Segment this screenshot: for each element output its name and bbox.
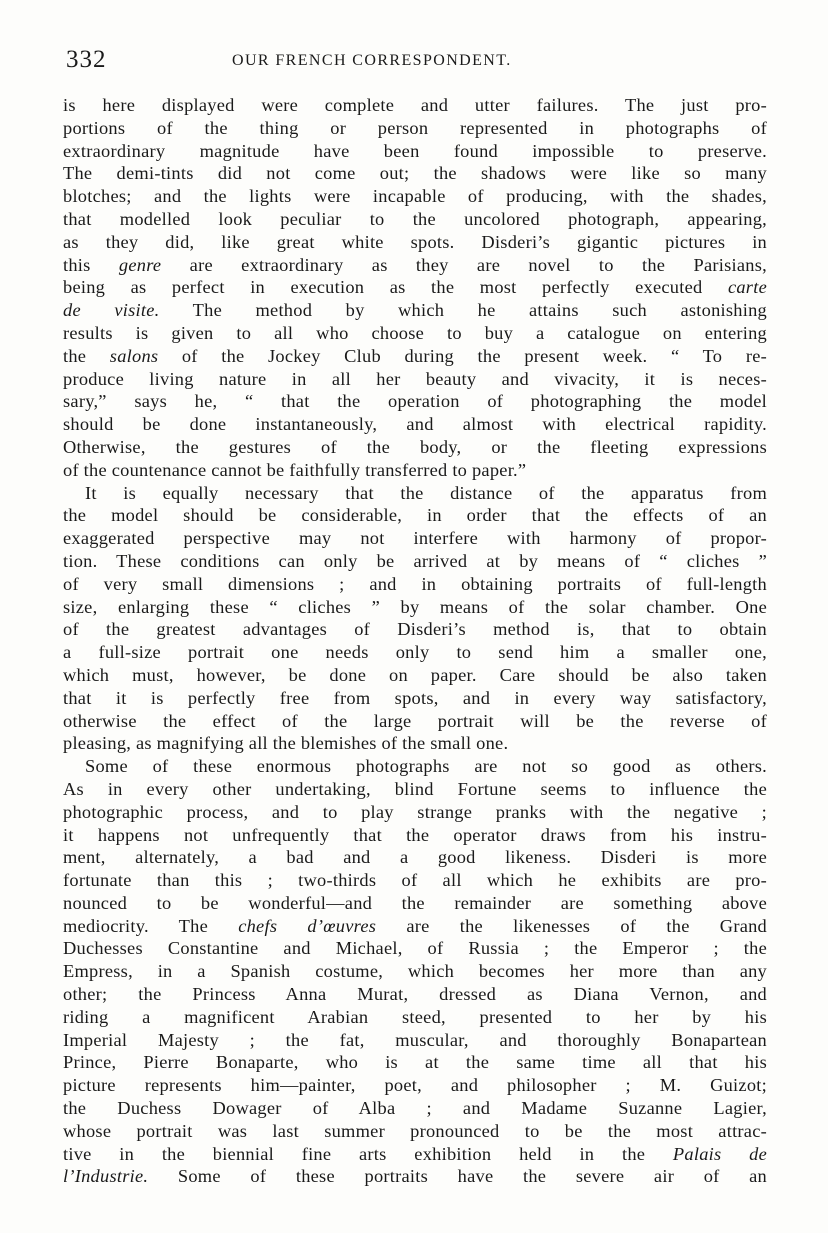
text-line [63,368,767,391]
text-run: mediocrity. The [63,915,239,936]
text-line [63,983,767,1006]
text-line [63,117,767,140]
text-run: Imperial Majesty ; the fat, muscular, and thoroughly Bonapartean [63,1029,767,1050]
text-run: ment, alternately, a bad and a good likeness. Disderi is more [63,847,767,868]
text-run: it happens not unfrequently that the operator draws from his instru- [63,824,767,845]
italic-text: Palais de [672,1143,767,1164]
text-run: Some of these enormous photographs are not so good as others. [85,756,767,777]
text-run: produce living nature in all her beauty and vivacity, it is neces- [63,368,767,389]
paragraph [63,482,767,756]
text-run: photographic process, and to play strange pranks with the negative ; [63,801,767,822]
text-run: The method by which he attains such astonishing [159,300,767,321]
text-run: exaggerated perspective may not interfere with harmony of propor- [63,528,767,549]
text-run: are extraordinary as they are novel to the Parisians, [161,254,767,275]
running-head [66,46,766,74]
italic-text: carte [727,277,767,298]
text-run: tion. These conditions can only be arrived at by means of “ cliches ” [63,550,767,571]
text-run: should be done instantaneously, and almost with electrical rapidity. [63,414,767,435]
text-line [63,504,767,527]
text-line [63,1165,767,1188]
text-run: of the greatest advantages of Disderi’s method is, that to obtain [63,619,767,640]
text-line [63,1097,767,1120]
running-title: OUR FRENCH CORRESPONDENT. [232,52,512,69]
text-line [63,824,767,847]
text-line [63,596,767,619]
text-line [63,299,767,322]
text-run: being as perfect in execution as the most perfectly executed [63,277,728,298]
text-line [63,618,767,641]
text-run: As in every other undertaking, blind Fortune seems to influence the [63,778,767,799]
text-line [63,1074,767,1097]
text-run: sary,” says he, “ that the operation of photographing the model [63,391,767,412]
text-run: of very small dimensions ; and in obtaining portraits of full-length [63,573,767,594]
text-run: tive in the biennial fine arts exhibition held in the [63,1143,673,1164]
text-line [63,778,767,801]
text-line [63,550,767,573]
text-line [63,846,767,869]
text-run: otherwise the effect of the large portrait will be the reverse of [63,710,767,731]
text-run: nounced to be wonderful—and the remainder are something above [63,892,767,913]
text-run: extraordinary magnitude have been found impossible to preserve. [63,140,767,161]
text-line [63,436,767,459]
text-line [63,573,767,596]
text-run: whose portrait was last summer pronounced to be the most attrac- [63,1120,767,1141]
text-line [63,664,767,687]
text-line [63,140,767,163]
italic-text: chefs d’œuvres [238,915,377,936]
text-line [63,482,767,505]
italic-text: salons [109,345,159,366]
text-run: other; the Princess Anna Murat, dressed as Diana Vernon, and [63,984,767,1005]
text-line [63,641,767,664]
text-run: are the likenesses of the Grand [376,915,767,936]
text-line [63,1029,767,1052]
text-run: Some of these portraits have the severe air of an [148,1166,767,1187]
text-run: It is equally necessary that the distance of the apparatus from [85,482,767,503]
text-run: a full-size portrait one needs only to send him a smaller one, [63,642,767,663]
text-line [63,322,767,345]
text-line [63,527,767,550]
text-line [63,185,767,208]
text-line [63,162,767,185]
text-line [63,390,767,413]
text-run: which must, however, be done on paper. Care should be also taken [63,664,767,685]
text-line [63,459,767,482]
text-line [63,94,767,117]
paragraph [63,755,767,1188]
text-line [63,801,767,824]
paragraph [63,94,767,482]
text-run: is here displayed were complete and utter failures. The just pro- [63,95,767,115]
text-run: that modelled look peculiar to the uncolored photograph, appearing, [63,208,767,229]
text-line [63,755,767,778]
text-line [63,687,767,710]
text-run: portions of the thing or person represented in photographs of [63,117,767,138]
text-run: of the Jockey Club during the present week. “ To re- [158,345,767,366]
text-run: blotches; and the lights were incapable of producing, with the shades, [63,186,767,207]
text-run: Prince, Pierre Bonaparte, who is at the same time all that his [63,1052,767,1073]
text-run: fortunate than this ; two-thirds of all which he exhibits are pro- [63,870,767,891]
text-line [63,1051,767,1074]
text-run: that it is perfectly free from spots, and in every way satisfactory, [63,687,767,708]
text-run: the [63,345,110,366]
text-run: the Duchess Dowager of Alba ; and Madame Suzanne Lagier, [63,1098,767,1119]
text-line [63,231,767,254]
italic-text: genre [118,254,162,275]
text-line [63,1006,767,1029]
text-line [63,276,767,299]
text-run: The demi-tints did not come out; the shadows were like so many [63,163,767,184]
text-run: this [63,254,119,275]
text-line [63,1120,767,1143]
text-run: the model should be considerable, in order that the effects of an [63,505,767,526]
text-line [63,732,767,755]
text-line [63,892,767,915]
text-run: Duchesses Constantine and Michael, of Russia ; the Emperor ; the [63,938,767,959]
text-line [63,413,767,436]
text-line [63,960,767,983]
italic-text: l’Industrie. [63,1166,149,1187]
text-run: pleasing, as magnifying all the blemishes of the small one. [63,733,509,754]
text-line [63,254,767,277]
text-line [63,937,767,960]
text-run: size, enlarging these “ cliches ” by means of the solar chamber. One [63,596,767,617]
page-number: 332 [66,46,107,73]
text-run: Empress, in a Spanish costume, which becomes her more than any [63,961,767,982]
text-run: results is given to all who choose to buy a catalogue on entering [63,322,767,343]
text-run: as they did, like great white spots. Disderi’s gigantic pictures in [63,231,767,252]
text-line [63,208,767,231]
text-line [63,915,767,938]
text-line [63,869,767,892]
text-line [63,1143,767,1166]
text-line [63,345,767,368]
text-line [63,710,767,733]
body-text [63,94,767,1188]
italic-text: de visite. [63,300,160,321]
text-run: of the countenance cannot be faithfully transferred to paper.” [63,459,527,480]
text-run: picture represents him—painter, poet, and philosopher ; M. Guizot; [63,1075,767,1096]
text-run: riding a magnificent Arabian steed, presented to her by his [63,1006,767,1027]
text-run: Otherwise, the gestures of the body, or the fleeting expressions [63,436,767,457]
